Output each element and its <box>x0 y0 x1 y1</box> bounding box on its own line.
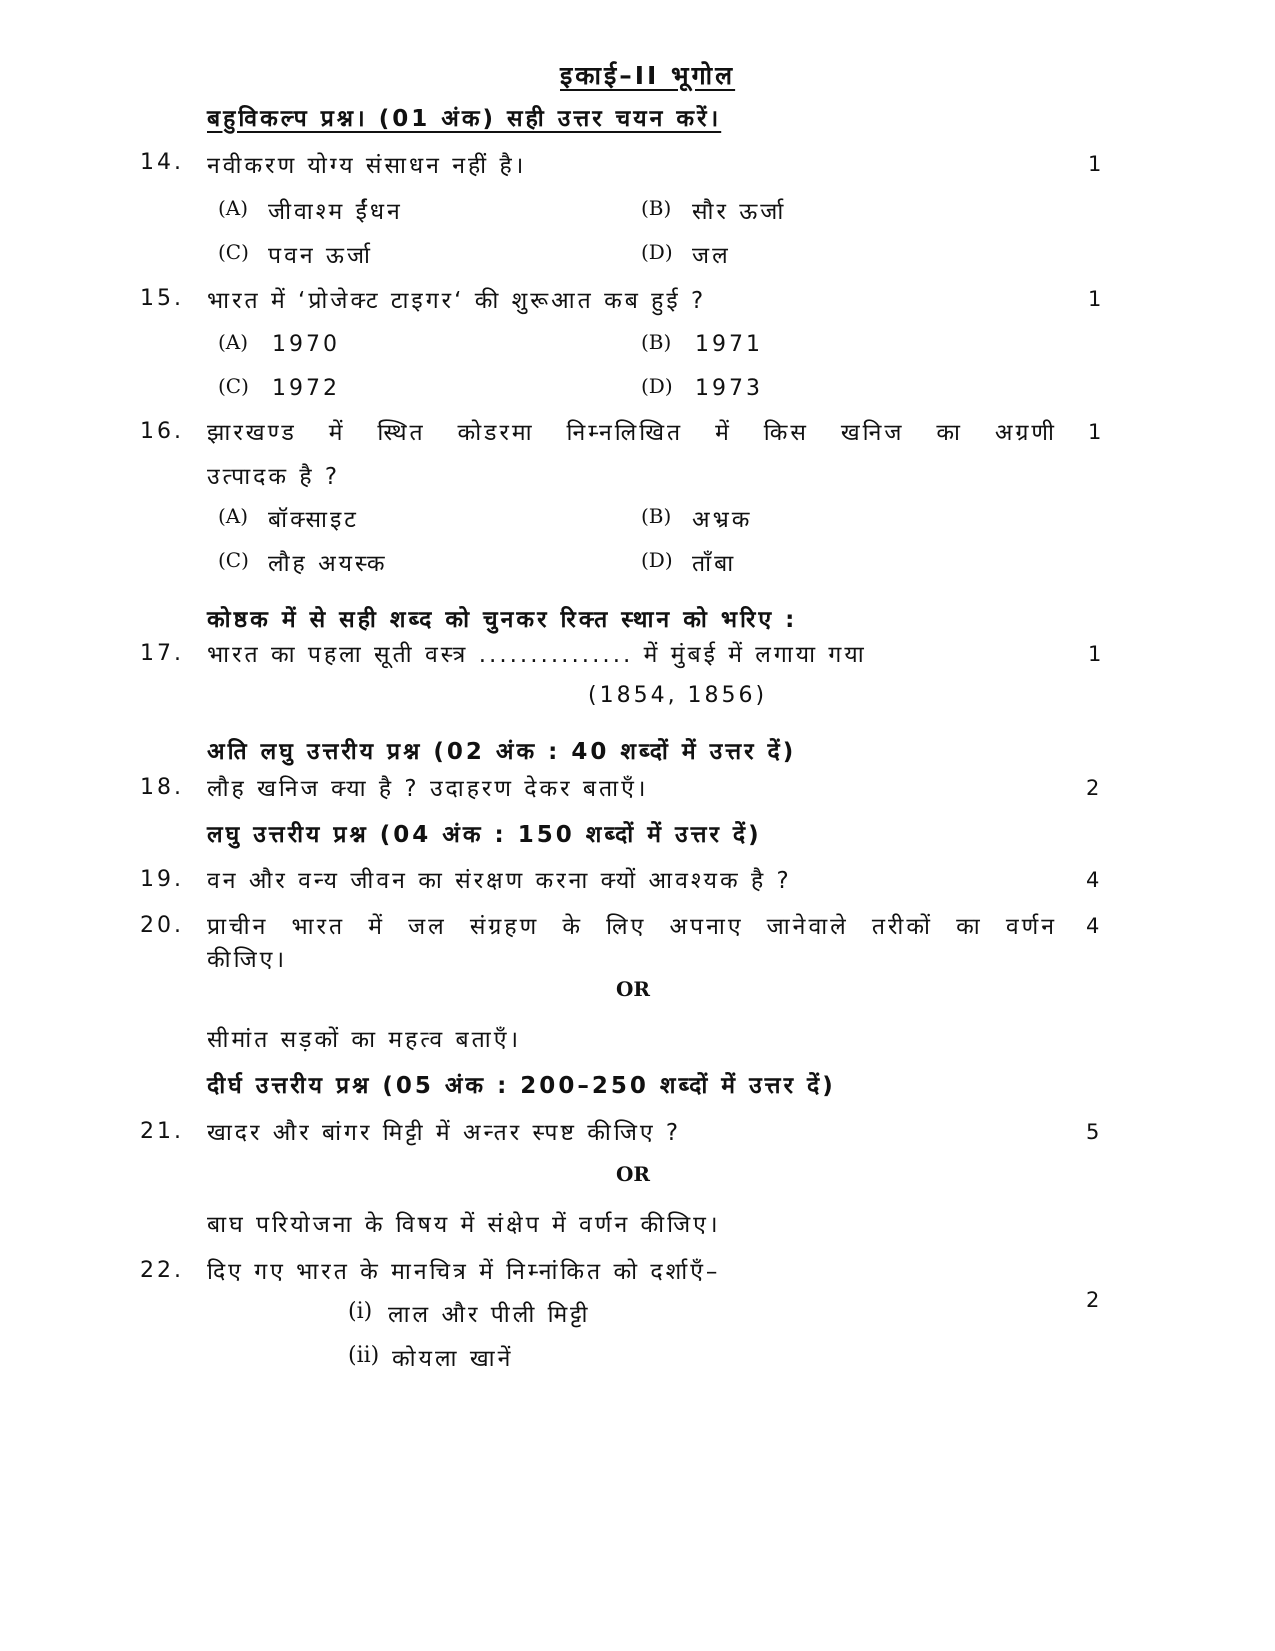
section-heading-mcq: बहुविकल्प प्रश्न। (01 अंक) सही उत्तर चयन करें। <box>207 106 722 132</box>
question-marks: 5 <box>1086 1120 1100 1144</box>
question-text: दिए गए भारत के मानचित्र में निम्नांकित को दर्शाएँ– <box>207 1259 721 1285</box>
question-number: 17. <box>140 641 184 666</box>
section-heading-short: लघु उत्तरीय प्रश्न (04 अंक : 150 शब्दों में उत्तर दें) <box>207 822 762 848</box>
sub-item-label: (i) <box>348 1299 373 1324</box>
option-label: (A) <box>218 330 249 354</box>
question-marks: 1 <box>1088 152 1102 176</box>
option-label: (B) <box>641 330 672 354</box>
unit-title: इकाई–II भूगोल <box>560 61 736 90</box>
sub-item-text: लाल और पीली मिट्टी <box>388 1302 591 1328</box>
option-label: (B) <box>641 196 672 220</box>
option-label: (C) <box>218 374 249 398</box>
option-label: (C) <box>218 240 249 264</box>
question-number: 22. <box>140 1258 184 1283</box>
option-text: बॉक्साइट <box>268 507 359 533</box>
option-text: 1970 <box>272 332 340 357</box>
option-text: जल <box>692 243 731 269</box>
sub-item-text: कोयला खानें <box>392 1346 514 1372</box>
option-label: (D) <box>641 240 673 264</box>
alternative-question-text: सीमांत सड़कों का महत्व बताएँ। <box>207 1027 522 1053</box>
question-text: नवीकरण योग्य संसाधन नहीं है। <box>207 153 527 179</box>
question-text: वन और वन्य जीवन का संरक्षण करना क्यों आवश्यक है ? <box>207 868 792 894</box>
option-text: जीवाश्म ईंधन <box>268 199 403 225</box>
section-heading-very-short: अति लघु उत्तरीय प्रश्न (02 अंक : 40 शब्दों में उत्तर दें) <box>207 739 797 765</box>
option-label: (D) <box>641 548 673 572</box>
question-marks: 1 <box>1088 642 1102 666</box>
question-text-line1: प्राचीन भारत में जल संग्रहण के लिए अपनाए जानेवाले तरीकों का वर्णन <box>207 914 1057 940</box>
question-choices: (1854, 1856) <box>588 683 768 708</box>
question-marks: 2 <box>1086 776 1100 800</box>
question-marks: 4 <box>1086 914 1100 938</box>
question-number: 19. <box>140 867 184 892</box>
option-text: ताँबा <box>692 551 737 577</box>
option-label: (A) <box>218 196 249 220</box>
option-text: अभ्रक <box>692 507 753 533</box>
option-text: लौह अयस्क <box>268 551 388 577</box>
question-text-line2: उत्पादक है ? <box>207 464 341 490</box>
or-divider: OR <box>616 977 651 1001</box>
or-divider: OR <box>616 1162 651 1186</box>
question-text: भारत में ‘प्रोजेक्ट टाइगर‘ की शुरूआत कब हुई ? <box>207 288 707 314</box>
question-number: 16. <box>140 419 184 444</box>
section-heading-fill: कोष्ठक में से सही शब्द को चुनकर रिक्त स्थान को भरिए : <box>207 607 798 633</box>
question-marks: 1 <box>1088 287 1102 311</box>
option-text: पवन ऊर्जा <box>268 243 374 269</box>
option-label: (B) <box>641 504 672 528</box>
question-number: 15. <box>140 286 184 311</box>
option-label: (C) <box>218 548 249 572</box>
option-text: सौर ऊर्जा <box>692 199 787 225</box>
sub-item-label: (ii) <box>348 1343 380 1368</box>
question-number: 21. <box>140 1119 184 1144</box>
question-number: 18. <box>140 775 184 800</box>
question-number: 14. <box>140 150 184 175</box>
question-text: खादर और बांगर मिट्टी में अन्तर स्पष्ट कीजिए ? <box>207 1120 682 1146</box>
question-text-line2: कीजिए। <box>207 947 288 973</box>
question-number: 20. <box>140 913 184 938</box>
question-marks: 1 <box>1088 420 1102 444</box>
option-label: (A) <box>218 504 249 528</box>
option-label: (D) <box>641 374 673 398</box>
question-text-line1: झारखण्ड में स्थित कोडरमा निम्नलिखित में किस खनिज का अग्रणी <box>207 420 1057 446</box>
question-text: लौह खनिज क्या है ? उदाहरण देकर बताएँ। <box>207 776 649 802</box>
question-marks: 2 <box>1086 1288 1100 1312</box>
option-text: 1971 <box>695 332 763 357</box>
alternative-question-text: बाघ परियोजना के विषय में संक्षेप में वर्णन कीजिए। <box>207 1212 721 1238</box>
option-text: 1973 <box>695 376 763 401</box>
question-text: भारत का पहला सूती वस्त्र ............... में मुंबई में लगाया गया <box>207 642 867 668</box>
option-text: 1972 <box>272 376 340 401</box>
section-heading-long: दीर्घ उत्तरीय प्रश्न (05 अंक : 200–250 शब्दों में उत्तर दें) <box>207 1073 836 1099</box>
question-marks: 4 <box>1086 868 1100 892</box>
